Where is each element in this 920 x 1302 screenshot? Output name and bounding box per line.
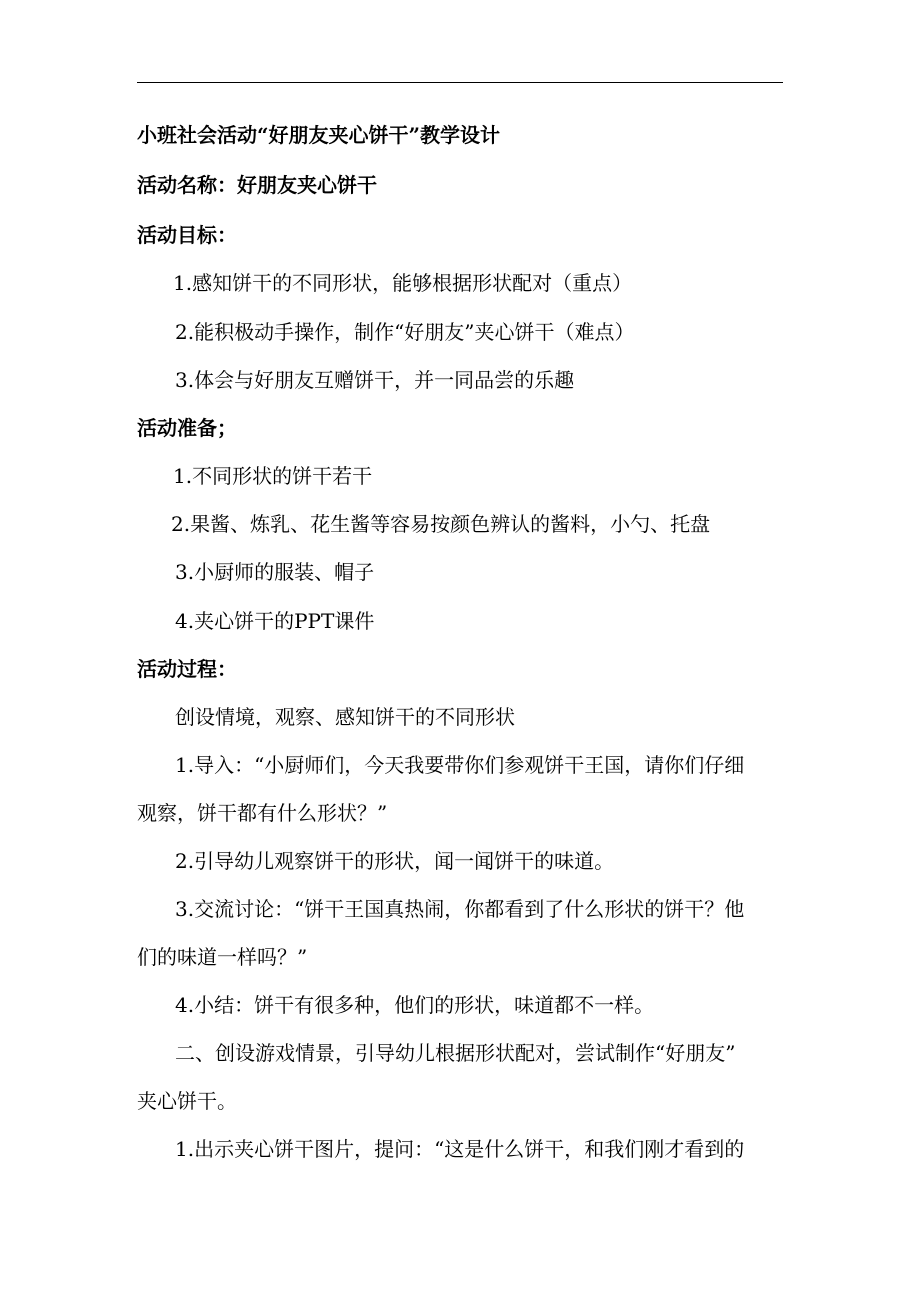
process-paragraph-6-line-2: 夹心饼干。 [137, 1089, 237, 1113]
header-rule [137, 82, 783, 83]
process-paragraph-7: 1.出示夹心饼干图片，提问：“这是什么饼干，和我们刚才看到的 [175, 1137, 745, 1161]
prep-item-1: 1.不同形状的饼干若干 [173, 464, 373, 488]
goal-item-3: 3.体会与好朋友互赠饼干，并一同品尝的乐趣 [175, 368, 575, 392]
goal-item-2: 2.能积极动手操作，制作“好朋友”夹心饼干（难点） [175, 320, 635, 344]
doc-title: 小班社会活动“好朋友夹心饼干”教学设计 [137, 123, 501, 147]
goal-item-1: 1.感知饼干的不同形状，能够根据形状配对（重点） [173, 271, 633, 295]
process-paragraph-1: 创设情境，观察、感知饼干的不同形状 [175, 705, 515, 729]
process-paragraph-5: 4.小结：饼干有很多种，他们的形状，味道都不一样。 [175, 993, 655, 1017]
process-paragraph-3: 2.引导幼儿观察饼干的形状，闻一闻饼干的味道。 [175, 849, 615, 873]
process-paragraph-2-line-1: 1.导入：“小厨师们，今天我要带你们参观饼干王国，请你们仔细 [175, 753, 745, 777]
prep-item-2: 2.果酱、炼乳、花生酱等容易按颜色辨认的酱料，小勺、托盘 [171, 512, 711, 536]
process-paragraph-6-line-1: 二、创设游戏情景，引导幼儿根据形状配对，尝试制作“好朋友” [175, 1041, 736, 1065]
process-heading: 活动过程： [137, 657, 237, 681]
prep-item-4: 4.夹心饼干的PPT课件 [175, 609, 375, 633]
process-paragraph-2-line-2: 观察，饼干都有什么形状？” [137, 801, 388, 825]
prep-item-3: 3.小厨师的服装、帽子 [175, 560, 375, 584]
process-paragraph-4-line-1: 3.交流讨论：“饼干王国真热闹，你都看到了什么形状的饼干？他 [175, 897, 745, 921]
activity-name: 活动名称：好朋友夹心饼干 [137, 173, 377, 197]
prep-heading: 活动准备； [137, 416, 237, 440]
process-paragraph-4-line-2: 们的味道一样吗？” [137, 945, 308, 969]
goals-heading: 活动目标： [137, 223, 237, 247]
